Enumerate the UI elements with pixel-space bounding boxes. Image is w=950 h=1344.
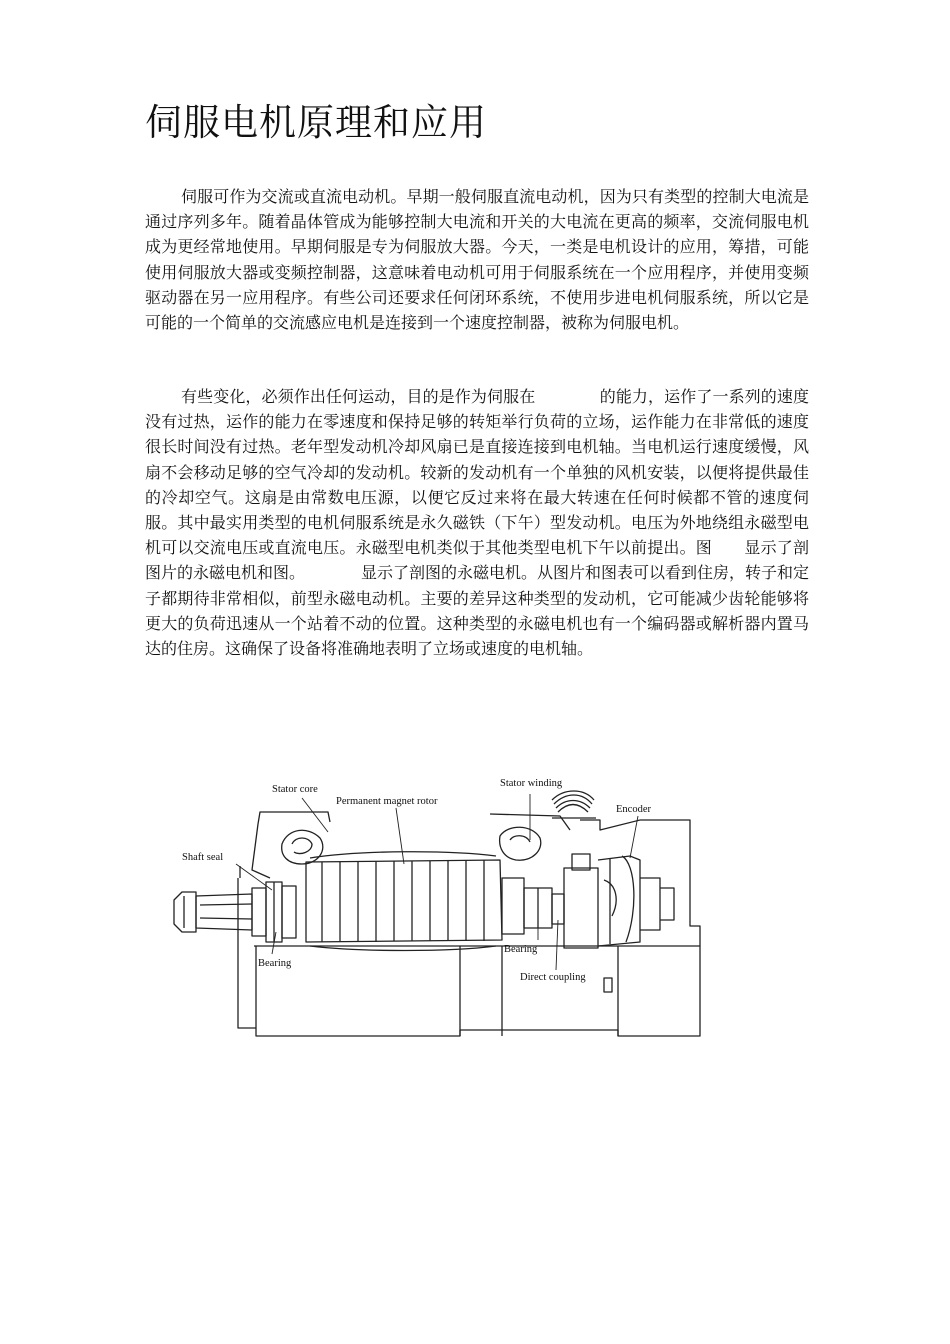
motor-cutaway-drawing [160, 760, 720, 1045]
leader-lines [236, 794, 638, 970]
encoder-drawing [564, 854, 674, 948]
paragraph-1: 伺服可作为交流或直流电动机。早期一般伺服直流电动机，因为只有类型的控制大电流是通过序列多年。随着晶体管成为能够控制大电流和开关的大电流在更高的频率，交流伺服电机成为更经常地使用。早期伺服是专为伺服放大器。今天，一类是电机设计的应用，筹措，可能使用伺服放大器或变频控制器，这意味着电动机可用于伺服系统在一个应用程序，并使用变频驱动器在另一应用程序。有些公司还要求任何闭环系统，不使用步进电机伺服系统，所以它是可能的一个简单的交流感应电机是连接到一个速度控制器，被称为伺服电机。 [145, 187, 809, 333]
label-encoder: Encoder [616, 804, 651, 815]
shaft-drawing [174, 892, 252, 932]
rotor-core-drawing [306, 852, 502, 951]
stator-winding-coil-drawing [552, 791, 596, 818]
servo-motor-cutaway-figure [160, 760, 720, 1045]
rear-bearing-drawing [502, 878, 564, 934]
label-shaft-seal: Shaft seal [182, 852, 224, 863]
label-stator-winding: Stator winding [500, 778, 563, 789]
front-bearing-drawing [252, 882, 296, 942]
label-bearing-right: Bearing [504, 944, 538, 955]
label-stator-core: Stator core [272, 784, 318, 795]
paragraph-2: 有些变化，必须作出任何运动，目的是作为伺服在 的能力，运作了一系列的速度没有过热，运作的能力在零速度和保持足够的转矩举行负荷的立场，运作能力在非常低的速度很长时间没有过热。老年型发动机冷却风扇已是直接连接到电机轴。当电机运行速度缓慢，风扇不会移动足够的空气冷却的发动机。较新的发动机有一个单独的风机安装，以便将提供最佳的冷却空气。这扇是由常数电压源，以便它反过来将在最大转速在任何时候都不管的速度伺服。其中最实用类型的电机伺服系统是永久磁铁（下午）型发动机。电压为外地绕组永磁型电机可以交流电压或直流电压。永磁型电机类似于其他类型电机下午以前提出。图 显示了剖图片的永磁电机和图。 显示了剖图的永磁电机。从图片和图表可以看到住房，转子和定子都期待非常相似，前型永磁电动机。主要的差异这种类型的发动机，它可能减少齿轮能够将更大的负荷迅速从一个站着不动的位置。这种类型的永磁电机也有一个编码器或解析器内置马达的住房。这确保了设备将准确地表明了立场或速度的电机轴。 [145, 387, 810, 659]
label-permanent-magnet-rotor: Permanent magnet rotor [336, 796, 438, 807]
label-direct-coupling: Direct coupling [520, 972, 586, 983]
document-title: 伺服电机原理和应用 [145, 101, 487, 144]
label-bearing-left: Bearing [258, 958, 292, 969]
winding-end-turns-drawing [282, 827, 541, 864]
